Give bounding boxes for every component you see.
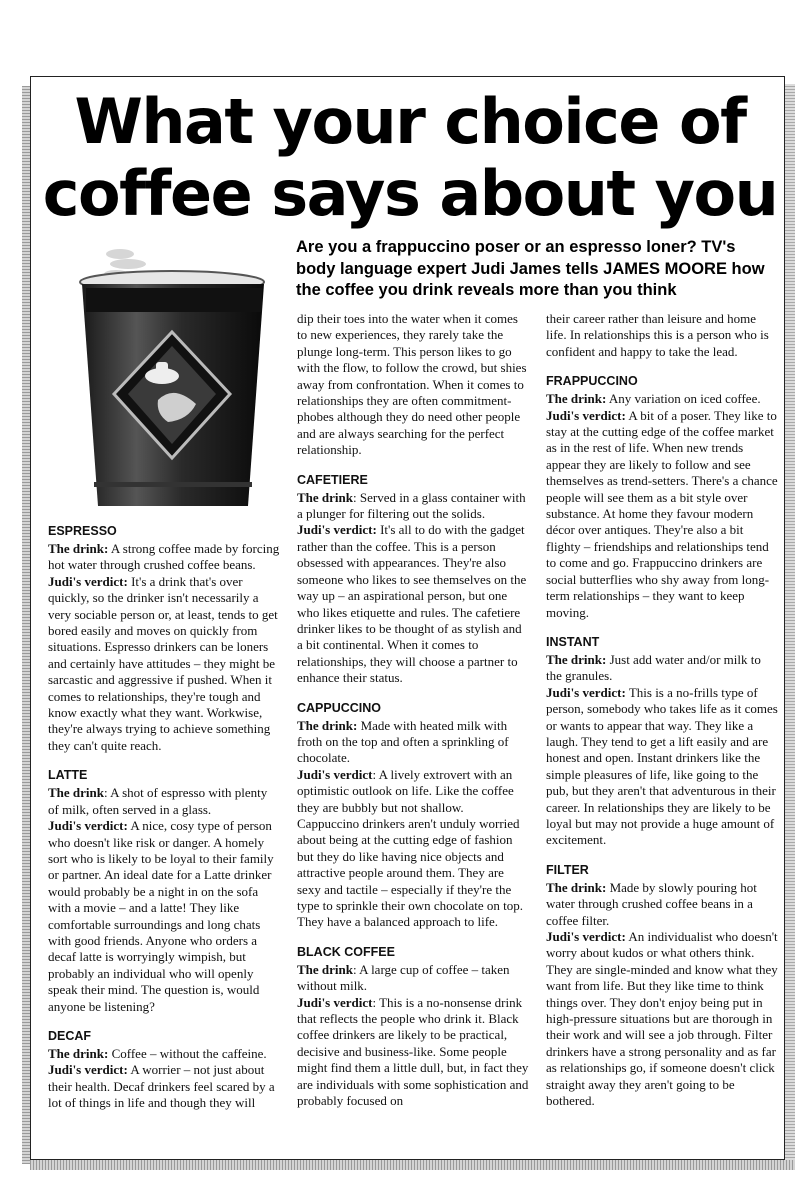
decaf-continued-text: dip their toes into the water when it comes to new experiences, they rarely take the plunge long-term. This person likes to go with the flow, to follow the crowd, but shies away from confrontation. When it comes to relationships they are often commitment-phobes although they do need other people and are always searching for the perfect relationship. (297, 311, 527, 458)
drink-label: The drink (297, 961, 353, 977)
drink-text: : Served in a glass container with a plunger for filtering out the solids. (297, 489, 526, 522)
drink-label: The drink: (48, 541, 109, 556)
drink-text: Made by slowly pouring hot water through crushed coffee beans in a coffee filter. (546, 879, 757, 928)
verdict-text: : This is a no-nonsense drink that reflects the people who drink it. Black coffee drinkers are likely to be practical, decisive and business-like. Some people might find them a little dull, but, in fact they are individuals with some sophistication and probably focused on (297, 994, 529, 1109)
drink-description (48, 785, 280, 818)
section-instant (546, 635, 778, 849)
verdict-label: Judi's verdict (297, 766, 373, 782)
drink-description (546, 391, 778, 407)
drink-label: The drink: (546, 391, 607, 407)
verdict-text: A nice, cosy type of person who doesn't like risk or danger. A homely sort who is likely to be loyal to their family or partner. An ideal date for a Latte drinker would probably be a night in on the sofa with a movie – and a latte! They like comfortable surroundings and long chats with good friends. Anyone who orders a decaf latte is worryingly wimpish, but probably an individual who will openly speak their mind. The question is, would anyone be listening? (48, 818, 274, 1014)
section-heading: BLACK COFFEE (297, 944, 395, 959)
verdict (546, 408, 778, 621)
drink-text: Any variation on iced coffee. (606, 391, 761, 407)
drink-description (48, 541, 280, 574)
drink-description (546, 652, 778, 685)
coffee-cup-illustration (72, 244, 274, 510)
article-standfirst: Are you a frappuccino poser or an espresso loner? TV's body language expert Judi James tells JAMES MOORE how the coffee you drink reveals more than you think (296, 238, 765, 299)
drink-label: The drink: (546, 651, 607, 667)
section-heading: INSTANT (546, 634, 600, 649)
article-column-1 (48, 524, 280, 1126)
section-heading: ESPRESSO (48, 524, 117, 538)
scan-margin (0, 0, 812, 58)
drink-description (297, 490, 529, 523)
drink-label: The drink: (297, 717, 358, 733)
drink-label: The drink: (546, 879, 607, 895)
drink-description (297, 718, 529, 767)
article-column-2 (297, 311, 529, 1123)
verdict-label: Judi's verdict: (48, 573, 128, 589)
verdict (297, 995, 529, 1110)
drink-label: The drink: (48, 1045, 109, 1061)
section-heading: CAFETIERE (297, 472, 368, 487)
section-espresso (48, 524, 280, 754)
verdict-label: Judi's verdict (297, 994, 373, 1010)
drink-text: A strong coffee made by forcing hot water through crushed coffee beans. (48, 541, 280, 573)
section-heading: FRAPPUCCINO (546, 374, 638, 389)
verdict (48, 574, 280, 754)
drink-text: Just add water and/or milk to the granules. (546, 651, 761, 684)
verdict-text: : A lively extrovert with an optimistic outlook on life. Like the coffee they are bubbly but not shallow. Cappuccino drinkers aren't unduly worried about being at the cutting edge of fashion but they do like having nice objects and attractive people around them. They are sexy and tactile – especially if they're the type to sprinkle their own chocolate on top. They have a balanced approach to life. (297, 766, 524, 930)
article-column-3 (546, 311, 778, 1123)
section-latte (48, 768, 280, 1015)
drink-description (48, 1046, 280, 1062)
section-decaf (48, 1029, 280, 1112)
verdict (546, 685, 778, 849)
verdict-text: It's all to do with the gadget rather than the coffee. This is a person obsessed with appearances. They're also someone who likes to see themselves on the way up – an aspirational person, but one who likes etiquette and rules. The cafetiere drinker likes to be thought of as stylish and a bit continental. When it comes to relationships, they will choose a partner to enhance their status. (297, 522, 527, 686)
drink-text: Coffee – without the caffeine. (108, 1045, 267, 1061)
scan-shadow-right (785, 84, 795, 1170)
scan-shadow-bottom (30, 1160, 795, 1170)
black-coffee-continued-text: their career rather than leisure and home life. In relationships this is a person who is confident and happy to take the lead. (546, 311, 769, 359)
drink-label: The drink (297, 489, 353, 505)
drink-description (297, 962, 529, 995)
section-cafetiere (297, 473, 529, 687)
verdict (297, 522, 529, 686)
section-frappuccino (546, 374, 778, 621)
verdict-text: This is a no-frills type of person, somebody who takes life as it comes or wants to appear that way. They like a laugh. They tend to get a lift easily and are honest and open. Instant drinkers like the simple pleasures of life, like going to the pub, but they aren't that adventurous in their career. In relationships they are likely to be loyal but may not provide a huge amount of excitement. (546, 684, 778, 848)
verdict-label: Judi's verdict: (546, 684, 626, 700)
section-filter (546, 863, 778, 1110)
section-heading: FILTER (546, 862, 589, 877)
section-heading: LATTE (48, 768, 88, 783)
section-heading: CAPPUCCINO (297, 700, 382, 715)
verdict (297, 767, 529, 931)
section-cappuccino (297, 701, 529, 931)
verdict-label: Judi's verdict: (546, 929, 626, 944)
verdict-text: A worrier – not just about their health. Decaf drinkers feel scared by a lot of things in life and though they will (48, 1062, 275, 1111)
verdict (48, 818, 280, 1015)
drink-label: The drink (48, 785, 104, 801)
section-black-coffee (297, 945, 529, 1110)
verdict (546, 929, 778, 1109)
verdict-label: Judi's verdict: (297, 522, 377, 538)
drink-text: Made with heated milk with froth on the top and often a sprinkling of chocolate. (297, 717, 509, 766)
verdict-text: A bit of a poser. They like to stay at the cutting edge of the coffee market as in the rest of life. When new trends appear they are likely to follow and see themselves as trend-setters. There's a chance people will see them as a bit style over substance. At home they favour modern décor over antiques. They're also a bit flighty – friendships and relationships tend to come and go. Frappuccino drinkers are social butterflies who shy away from long-term relationships – they want to keep moving. (546, 407, 778, 620)
section-heading: DECAF (48, 1028, 92, 1043)
article-headline: What your choice of coffee says about you (42, 85, 778, 230)
drink-text: : A shot of espresso with plenty of milk, often served in a glass. (48, 785, 268, 817)
verdict-label: Judi's verdict: (48, 1062, 128, 1078)
verdict-label: Judi's verdict: (546, 407, 626, 423)
verdict-label: Judi's verdict: (48, 818, 128, 834)
verdict-text: It's a drink that's over quickly, so the drinker isn't necessarily a very sociable person or, at least, tends to get bored easily and moves on quickly from situations. Espresso drinkers can be loners and certainly have attitudes – they might be sarcastic and aggressive if pushed. When it comes to relationships, they're tough and know exactly what they want. Workwise, they're always trying to achieve something they can't quite reach. (48, 573, 278, 753)
drink-text: : A large cup of coffee – taken without milk. (297, 961, 510, 994)
verdict (48, 1062, 280, 1111)
drink-description (546, 880, 778, 929)
verdict-text: An individualist who doesn't worry about kudos or what others think. They are single-minded and know what they want from life. But they like time to think things over. They don't enjoy being put in high-pressure situations but are thorough in their work and will see a job through. Filter drinkers have a strong personality and as far as relationships go, if someone doesn't click straight away they aren't going to be bothered. (546, 929, 778, 1109)
